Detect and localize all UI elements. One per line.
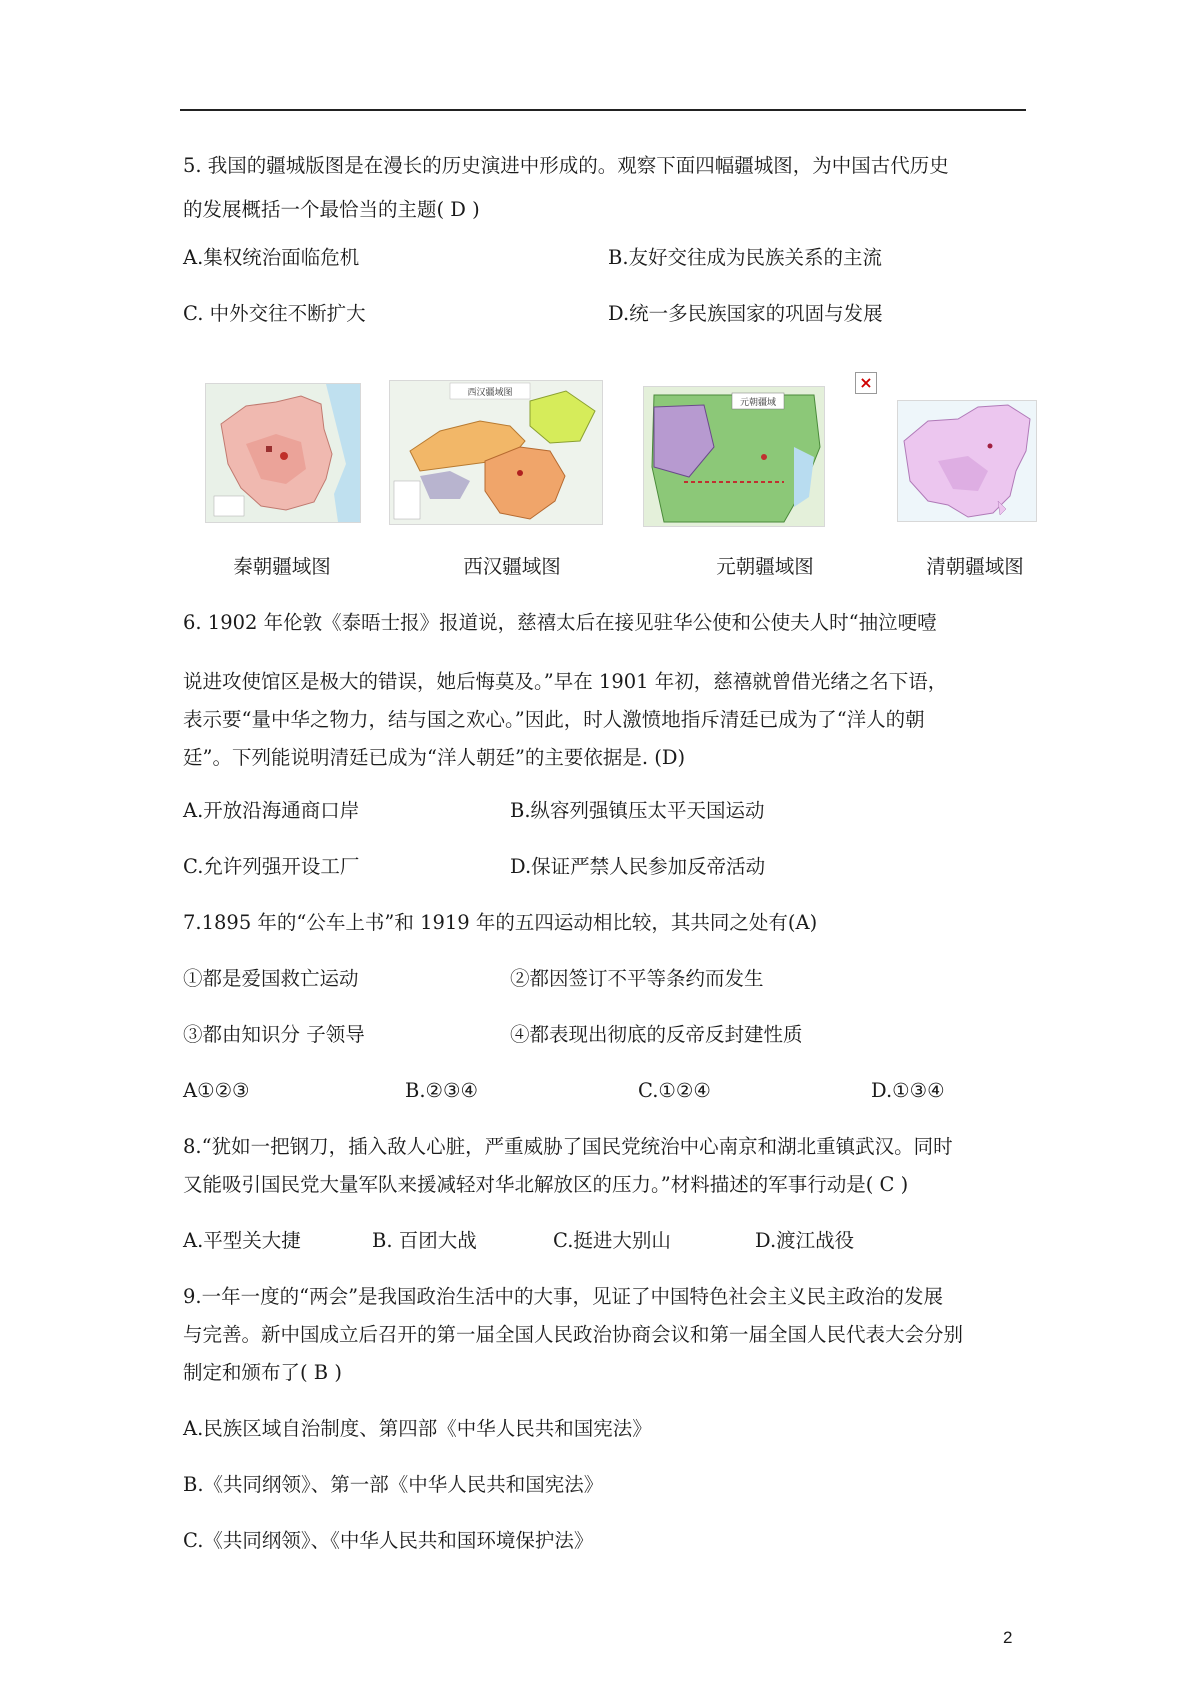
q7-option-b: B.②③④ [405, 1079, 478, 1102]
q5-stem-line2: 的发展概括一个最恰当的主题( D ) [183, 198, 480, 221]
q5-stem-line1: 5. 我国的疆城版图是在漫长的历史演进中形成的。观察下面四幅疆城图，为中国古代历史 [183, 154, 949, 177]
q8-option-d: D.渡江战役 [755, 1229, 855, 1252]
q6-option-d: D.保证严禁人民参加反帝活动 [510, 855, 766, 878]
q6-stem-line2: 说进攻使馆区是极大的错误，她后悔莫及。”早在 1901 年初，慈禧就曾借光绪之名下语， [183, 670, 948, 693]
q5-option-b: B.友好交往成为民族关系的主流 [608, 246, 883, 269]
q6-option-c: C.允许列强开设工厂 [183, 855, 360, 878]
q9-option-b: B.《共同纲领》、第一部《中华人民共和国宪法》 [183, 1473, 604, 1496]
western-han-map [389, 380, 603, 525]
q5-option-d: D.统一多民族国家的巩固与发展 [608, 302, 883, 325]
q7-stem: 7.1895 年的“公车上书”和 1919 年的五四运动相比较，其共同之处有(A) [183, 911, 818, 934]
q5-option-c: C. 中外交往不断扩大 [183, 302, 366, 325]
q8-stem-line2: 又能吸引国民党大量军队来援减轻对华北解放区的压力。”材料描述的军事行动是( C ) [183, 1173, 909, 1196]
q9-stem-line1: 9.一年一度的“两会”是我国政治生活中的大事，见证了中国特色社会主义民主政治的发展 [183, 1285, 944, 1308]
qing-map-caption: 清朝疆域图 [926, 555, 1024, 578]
q5-option-a: A.集权统治面临危机 [183, 246, 360, 269]
yuan-map-caption: 元朝疆域图 [716, 555, 814, 578]
qing-dynasty-map [897, 400, 1037, 522]
q8-option-a: A.平型关大捷 [183, 1229, 301, 1252]
q8-stem-line1: 8.“犹如一把钢刀，插入敌人心脏，严重威胁了国民党统治中心南京和湖北重镇武汉。同时 [183, 1135, 953, 1158]
header-rule [180, 109, 1026, 111]
q9-option-a: A.民族区域自治制度、第四部《中华人民共和国宪法》 [183, 1417, 652, 1440]
q6-option-b: B.纵容列强镇压太平天国运动 [510, 799, 765, 822]
q7-statement-3: ③都由知识分 子领导 [183, 1023, 365, 1046]
qin-dynasty-map [205, 383, 361, 523]
q7-statement-2: ②都因签订不平等条约而发生 [510, 967, 764, 990]
q9-option-c: C.《共同纲领》、《中华人民共和国环境保护法》 [183, 1529, 594, 1552]
q6-stem-line1: 6. 1902 年伦敦《泰晤士报》报道说，慈禧太后在接见驻华公使和公使夫人时“抽泣哽噎 [183, 611, 937, 634]
broken-image-icon: × [855, 372, 877, 394]
q9-stem-line3: 制定和颁布了( B ) [183, 1361, 342, 1384]
q7-option-a: A①②③ [183, 1079, 250, 1102]
page-number: 2 [1003, 1628, 1013, 1647]
western-han-map-caption: 西汉疆域图 [463, 555, 561, 578]
q7-statement-4: ④都表现出彻底的反帝反封建性质 [510, 1023, 803, 1046]
q9-stem-line2: 与完善。新中国成立后召开的第一届全国人民政治协商会议和第一届全国人民代表大会分别 [183, 1323, 964, 1346]
western-han-map-label: 西汉疆域图 [467, 388, 513, 398]
q7-option-c: C.①②④ [638, 1079, 711, 1102]
qin-map-caption: 秦朝疆域图 [233, 555, 331, 578]
q7-option-d: D.①③④ [871, 1079, 945, 1102]
q7-statement-1: ①都是爱国救亡运动 [183, 967, 359, 990]
q6-stem-line3: 表示要“量中华之物力，结与国之欢心。”因此，时人激愤地指斥清廷已成为了“洋人的朝 [183, 708, 925, 731]
q6-option-a: A.开放沿海通商口岸 [183, 799, 360, 822]
q8-option-b: B. 百团大战 [372, 1229, 477, 1252]
q6-stem-line4: 廷”。下列能说明清廷已成为“洋人朝廷”的主要依据是. (D) [183, 746, 686, 769]
yuan-dynasty-map [643, 386, 825, 527]
q8-option-c: C.挺进大别山 [553, 1229, 671, 1252]
yuan-map-label: 元朝疆域 [739, 398, 777, 408]
